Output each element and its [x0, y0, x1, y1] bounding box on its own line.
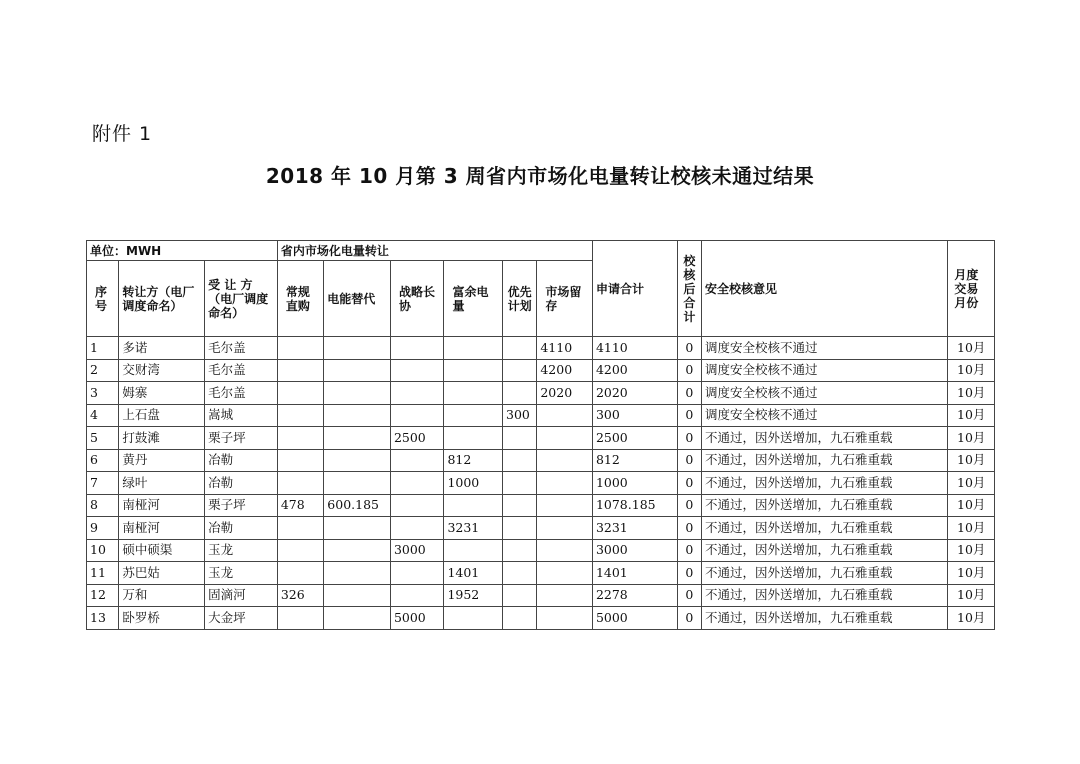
cell-strategic — [390, 472, 444, 495]
table-row — [87, 494, 995, 517]
cell-month: 10月 — [948, 539, 995, 562]
cell-retained — [537, 427, 593, 450]
cell-verified: 0 — [677, 359, 701, 382]
cell-opinion: 不通过，因外送增加，九石雅重载 — [702, 494, 948, 517]
cell-month: 10月 — [948, 607, 995, 630]
results-table — [86, 240, 995, 630]
cell-verified: 0 — [677, 404, 701, 427]
cell-month: 10月 — [948, 494, 995, 517]
cell-verified: 0 — [677, 427, 701, 450]
cell-seq: 1 — [87, 337, 119, 360]
unit-label: 单位：MWH — [87, 241, 278, 261]
cell-priority — [503, 584, 537, 607]
cell-direct — [277, 539, 323, 562]
cell-month: 10月 — [948, 449, 995, 472]
cell-retained — [537, 404, 593, 427]
cell-transferee: 固滴河 — [205, 584, 278, 607]
cell-strategic — [390, 562, 444, 585]
cell-strategic — [390, 337, 444, 360]
header-seq: 序号 — [87, 261, 119, 337]
cell-priority — [503, 427, 537, 450]
cell-opinion: 调度安全校核不通过 — [702, 359, 948, 382]
header-substitute: 电能替代 — [324, 261, 391, 337]
cell-transferor: 交财湾 — [119, 359, 205, 382]
cell-surplus: 1401 — [444, 562, 503, 585]
cell-substitute — [324, 517, 391, 540]
header-retained: 市场留存 — [537, 261, 593, 337]
cell-substitute — [324, 449, 391, 472]
cell-opinion: 不通过，因外送增加，九石雅重载 — [702, 472, 948, 495]
cell-retained — [537, 607, 593, 630]
cell-strategic — [390, 382, 444, 405]
cell-total: 5000 — [592, 607, 677, 630]
cell-opinion: 不通过，因外送增加，九石雅重载 — [702, 539, 948, 562]
cell-verified: 0 — [677, 584, 701, 607]
cell-total: 4200 — [592, 359, 677, 382]
document-title: 2018 年 10 月第 3 周省内市场化电量转让校核未通过结果 — [265, 164, 815, 188]
cell-transferor: 苏巴姑 — [119, 562, 205, 585]
cell-surplus — [444, 382, 503, 405]
cell-substitute — [324, 382, 391, 405]
header-total: 申请合计 — [592, 241, 677, 337]
cell-month: 10月 — [948, 562, 995, 585]
cell-seq: 5 — [87, 427, 119, 450]
cell-direct — [277, 517, 323, 540]
cell-substitute — [324, 472, 391, 495]
cell-total: 3231 — [592, 517, 677, 540]
cell-priority — [503, 472, 537, 495]
cell-transferee: 冶勒 — [205, 472, 278, 495]
cell-total: 2500 — [592, 427, 677, 450]
cell-transferor: 姆寨 — [119, 382, 205, 405]
cell-opinion: 调度安全校核不通过 — [702, 382, 948, 405]
cell-priority — [503, 607, 537, 630]
cell-month: 10月 — [948, 337, 995, 360]
cell-strategic — [390, 517, 444, 540]
cell-verified: 0 — [677, 562, 701, 585]
cell-strategic: 2500 — [390, 427, 444, 450]
cell-priority — [503, 449, 537, 472]
cell-strategic — [390, 494, 444, 517]
cell-transferor: 上石盘 — [119, 404, 205, 427]
cell-direct — [277, 562, 323, 585]
cell-surplus — [444, 359, 503, 382]
cell-direct — [277, 607, 323, 630]
cell-surplus: 3231 — [444, 517, 503, 540]
cell-transferor: 南桠河 — [119, 494, 205, 517]
table-row — [87, 337, 995, 360]
cell-seq: 3 — [87, 382, 119, 405]
cell-substitute — [324, 359, 391, 382]
header-opinion: 安全校核意见 — [702, 241, 948, 337]
cell-month: 10月 — [948, 359, 995, 382]
cell-total: 1000 — [592, 472, 677, 495]
cell-transferor: 绿叶 — [119, 472, 205, 495]
cell-opinion: 不通过，因外送增加，九石雅重载 — [702, 427, 948, 450]
header-strategic: 战略长协 — [390, 261, 444, 337]
header-transferor: 转让方（电厂调度命名） — [119, 261, 205, 337]
cell-seq: 6 — [87, 449, 119, 472]
cell-strategic — [390, 584, 444, 607]
table-row — [87, 607, 995, 630]
table-row — [87, 382, 995, 405]
cell-direct — [277, 359, 323, 382]
cell-transferee: 毛尔盖 — [205, 359, 278, 382]
cell-strategic: 5000 — [390, 607, 444, 630]
cell-direct — [277, 472, 323, 495]
cell-substitute — [324, 539, 391, 562]
cell-opinion: 不通过，因外送增加，九石雅重载 — [702, 449, 948, 472]
cell-transferee: 玉龙 — [205, 539, 278, 562]
cell-seq: 13 — [87, 607, 119, 630]
cell-seq: 10 — [87, 539, 119, 562]
cell-total: 2278 — [592, 584, 677, 607]
cell-verified: 0 — [677, 494, 701, 517]
cell-retained — [537, 562, 593, 585]
cell-total: 300 — [592, 404, 677, 427]
cell-priority: 300 — [503, 404, 537, 427]
cell-priority — [503, 562, 537, 585]
cell-transferee: 栗子坪 — [205, 494, 278, 517]
cell-surplus — [444, 404, 503, 427]
cell-direct — [277, 427, 323, 450]
cell-priority — [503, 382, 537, 405]
cell-transferor: 万和 — [119, 584, 205, 607]
cell-transferee: 冶勒 — [205, 517, 278, 540]
cell-transferor: 多诺 — [119, 337, 205, 360]
header-surplus: 富余电量 — [444, 261, 503, 337]
cell-transferee: 毛尔盖 — [205, 382, 278, 405]
cell-direct: 478 — [277, 494, 323, 517]
cell-transferor: 卧罗桥 — [119, 607, 205, 630]
cell-opinion: 不通过，因外送增加，九石雅重载 — [702, 517, 948, 540]
cell-direct — [277, 382, 323, 405]
table-row — [87, 562, 995, 585]
cell-surplus — [444, 337, 503, 360]
cell-month: 10月 — [948, 404, 995, 427]
table-row — [87, 404, 995, 427]
cell-transferor: 硕中硕渠 — [119, 539, 205, 562]
cell-seq: 11 — [87, 562, 119, 585]
cell-verified: 0 — [677, 449, 701, 472]
cell-total: 1078.185 — [592, 494, 677, 517]
cell-seq: 12 — [87, 584, 119, 607]
table-row — [87, 584, 995, 607]
table-row — [87, 517, 995, 540]
cell-opinion: 不通过，因外送增加，九石雅重载 — [702, 584, 948, 607]
table-row — [87, 449, 995, 472]
cell-transferor: 打鼓滩 — [119, 427, 205, 450]
cell-surplus — [444, 427, 503, 450]
cell-priority — [503, 539, 537, 562]
cell-month: 10月 — [948, 472, 995, 495]
cell-month: 10月 — [948, 382, 995, 405]
cell-substitute — [324, 404, 391, 427]
cell-total: 4110 — [592, 337, 677, 360]
cell-seq: 7 — [87, 472, 119, 495]
cell-strategic — [390, 359, 444, 382]
table-row — [87, 359, 995, 382]
cell-priority — [503, 517, 537, 540]
table-row — [87, 539, 995, 562]
cell-surplus — [444, 494, 503, 517]
cell-substitute — [324, 337, 391, 360]
header-transferee: 受 让 方（电厂调度命名） — [205, 261, 278, 337]
cell-verified: 0 — [677, 517, 701, 540]
cell-surplus — [444, 539, 503, 562]
cell-total: 3000 — [592, 539, 677, 562]
cell-transferor: 黄丹 — [119, 449, 205, 472]
cell-transferee: 大金坪 — [205, 607, 278, 630]
cell-direct — [277, 404, 323, 427]
cell-strategic: 3000 — [390, 539, 444, 562]
cell-retained — [537, 494, 593, 517]
cell-substitute — [324, 584, 391, 607]
cell-verified: 0 — [677, 337, 701, 360]
cell-direct: 326 — [277, 584, 323, 607]
cell-surplus: 1000 — [444, 472, 503, 495]
header-priority: 优先计划 — [503, 261, 537, 337]
cell-substitute: 600.185 — [324, 494, 391, 517]
cell-verified: 0 — [677, 539, 701, 562]
cell-surplus — [444, 607, 503, 630]
cell-seq: 9 — [87, 517, 119, 540]
cell-opinion: 不通过，因外送增加，九石雅重载 — [702, 562, 948, 585]
cell-seq: 8 — [87, 494, 119, 517]
group-header: 省内市场化电量转让 — [277, 241, 592, 261]
cell-retained: 2020 — [537, 382, 593, 405]
cell-month: 10月 — [948, 584, 995, 607]
cell-seq: 2 — [87, 359, 119, 382]
table-row — [87, 472, 995, 495]
cell-transferee: 玉龙 — [205, 562, 278, 585]
cell-surplus: 812 — [444, 449, 503, 472]
cell-substitute — [324, 427, 391, 450]
table-body — [87, 337, 995, 630]
cell-priority — [503, 337, 537, 360]
cell-substitute — [324, 562, 391, 585]
cell-direct — [277, 337, 323, 360]
header-verified-total: 校核后合计 — [677, 241, 701, 337]
cell-retained — [537, 517, 593, 540]
cell-month: 10月 — [948, 427, 995, 450]
cell-retained — [537, 449, 593, 472]
cell-transferee: 嵩城 — [205, 404, 278, 427]
cell-month: 10月 — [948, 517, 995, 540]
cell-retained — [537, 472, 593, 495]
cell-strategic — [390, 404, 444, 427]
cell-strategic — [390, 449, 444, 472]
cell-substitute — [324, 607, 391, 630]
cell-retained: 4110 — [537, 337, 593, 360]
cell-transferee: 毛尔盖 — [205, 337, 278, 360]
cell-retained — [537, 539, 593, 562]
cell-surplus: 1952 — [444, 584, 503, 607]
cell-verified: 0 — [677, 382, 701, 405]
cell-opinion: 不通过，因外送增加，九石雅重载 — [702, 607, 948, 630]
cell-total: 2020 — [592, 382, 677, 405]
header-month: 月度交易月份 — [948, 241, 995, 337]
cell-transferor: 南桠河 — [119, 517, 205, 540]
cell-total: 812 — [592, 449, 677, 472]
cell-retained — [537, 584, 593, 607]
cell-verified: 0 — [677, 472, 701, 495]
header-direct: 常规直购 — [277, 261, 323, 337]
cell-priority — [503, 494, 537, 517]
cell-retained: 4200 — [537, 359, 593, 382]
cell-transferee: 冶勒 — [205, 449, 278, 472]
cell-opinion: 调度安全校核不通过 — [702, 337, 948, 360]
attachment-label: 附件 1 — [92, 123, 153, 145]
table-row — [87, 427, 995, 450]
cell-priority — [503, 359, 537, 382]
cell-verified: 0 — [677, 607, 701, 630]
cell-transferee: 栗子坪 — [205, 427, 278, 450]
cell-seq: 4 — [87, 404, 119, 427]
cell-total: 1401 — [592, 562, 677, 585]
cell-opinion: 调度安全校核不通过 — [702, 404, 948, 427]
cell-direct — [277, 449, 323, 472]
